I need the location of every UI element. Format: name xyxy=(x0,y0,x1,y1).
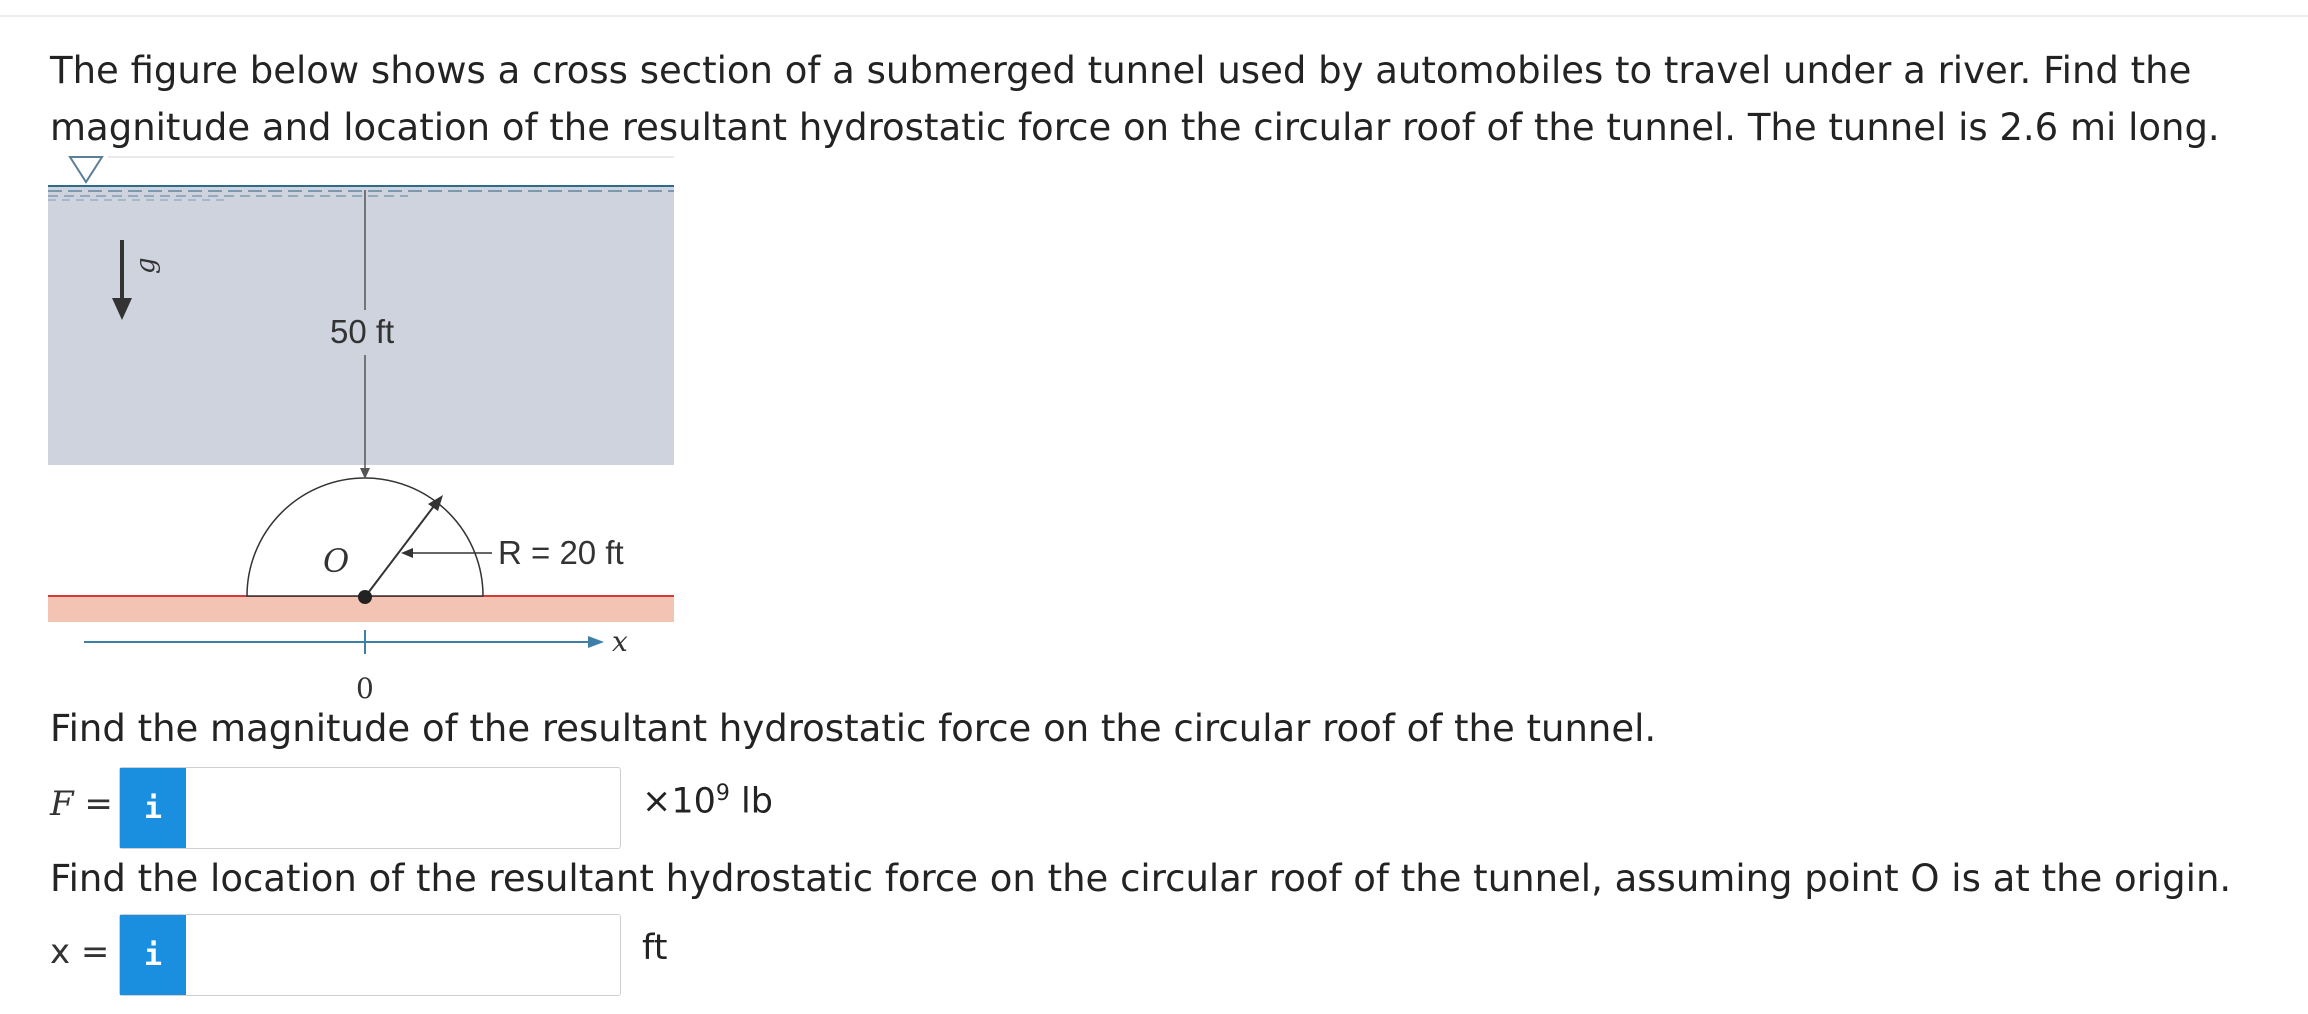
location-eq: = xyxy=(70,932,110,972)
location-info-button[interactable]: i xyxy=(120,915,186,995)
location-var: x xyxy=(50,932,71,972)
force-var: F xyxy=(50,784,74,824)
question-location: Find the location of the resultant hydrostatic force on the circular roof of the tunnel, assuming point O is at the origin. xyxy=(50,857,2232,900)
question-magnitude: Find the magnitude of the resultant hydrostatic force on the circular roof of the tunnel. xyxy=(50,707,1657,750)
depth-label: 50 ft xyxy=(330,313,395,350)
location-unit: ft xyxy=(642,928,668,968)
force-unit-suffix: lb xyxy=(729,781,773,822)
force-unit-exponent: 9 xyxy=(715,781,730,806)
x-axis-arrow-head xyxy=(588,636,604,648)
force-input[interactable] xyxy=(186,768,618,846)
force-answer-box xyxy=(119,767,621,849)
top-divider xyxy=(0,15,2308,17)
force-eq: = xyxy=(73,784,113,824)
location-label xyxy=(50,932,109,972)
radius-label: R = 20 ft xyxy=(498,534,624,571)
location-input[interactable] xyxy=(186,915,618,993)
free-surface-symbol xyxy=(70,157,102,182)
location-answer-box xyxy=(119,914,621,996)
center-label: O xyxy=(323,542,350,580)
force-unit xyxy=(642,781,773,822)
tunnel-roof xyxy=(247,478,483,596)
origin-label: 0 xyxy=(356,672,374,700)
gravity-label: g xyxy=(131,257,161,274)
force-unit-prefix: ×10 xyxy=(642,781,716,822)
center-point xyxy=(358,590,372,604)
tunnel-figure xyxy=(48,140,676,700)
force-info-button[interactable]: i xyxy=(120,768,186,848)
force-label xyxy=(50,784,113,824)
x-axis-label: x xyxy=(612,625,628,658)
problem-statement: The figure below shows a cross section of a submerged tunnel used by automobiles to travel under a river. Find the magnitude and location of the resultant hydrostatic force on the circular roof of the tunnel. The tunnel is 2.6 mi long. xyxy=(50,49,2220,149)
